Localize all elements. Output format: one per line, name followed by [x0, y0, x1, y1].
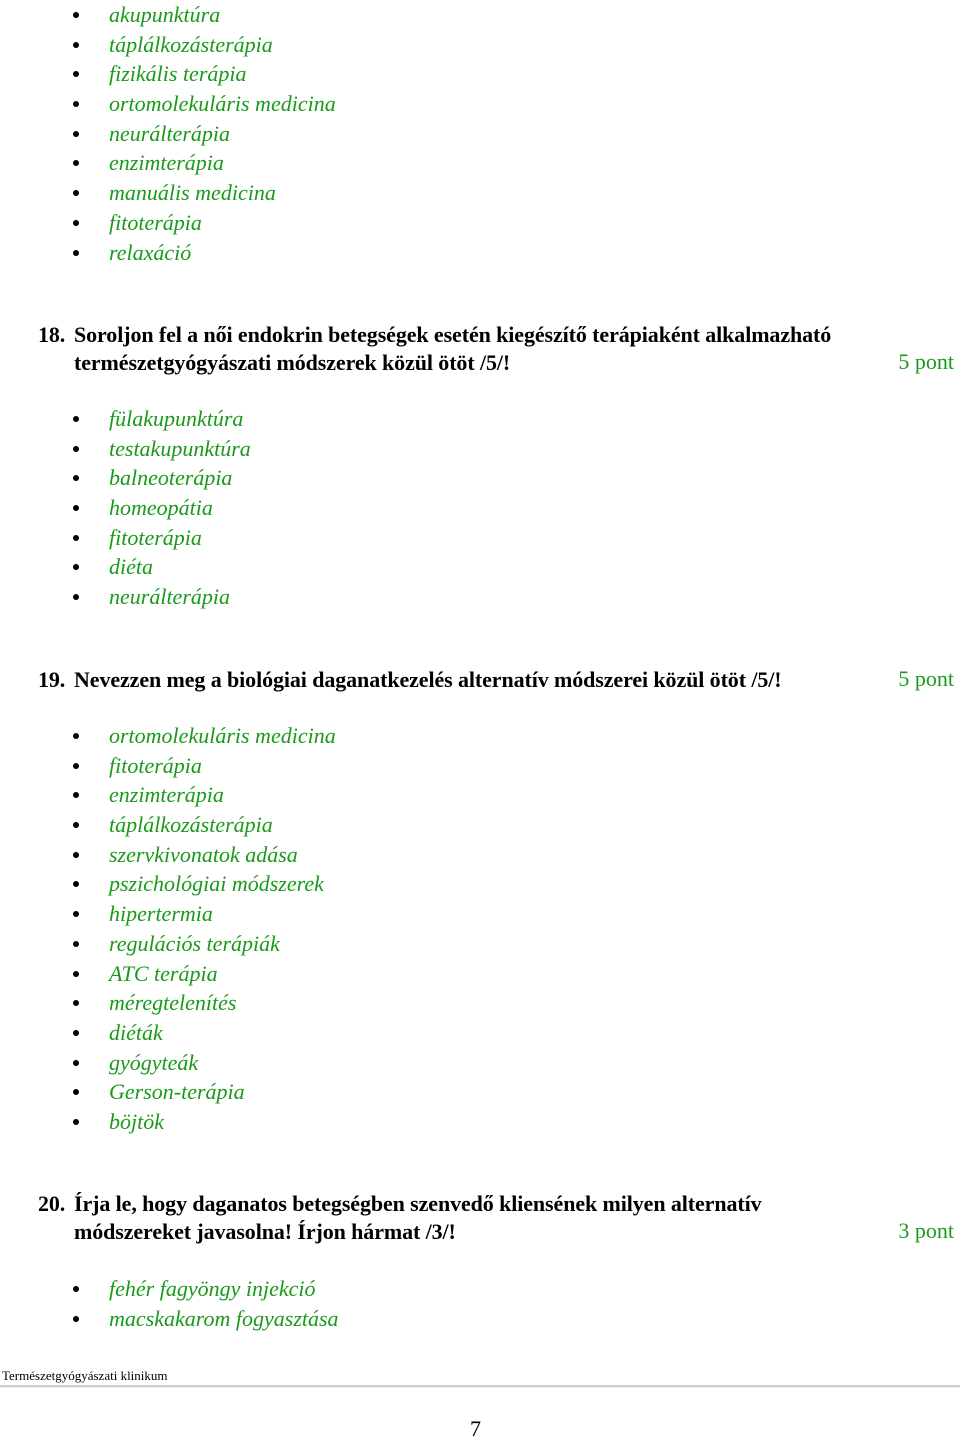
question-text-line-2: természetgyógyászati módszerek közül ötöt /5/!	[74, 350, 511, 375]
list-item-text: fitoterápia	[109, 752, 202, 778]
footer-divider	[0, 1385, 960, 1388]
list-item	[0, 1274, 339, 1304]
list-item-text: böjtök	[109, 1108, 164, 1134]
list-item-text: fitoterápia	[109, 209, 202, 235]
list-item	[0, 0, 336, 30]
list-item-text: méregtelenítés	[109, 990, 237, 1016]
list-item	[0, 1077, 336, 1107]
answer-list-18	[0, 404, 251, 612]
list-item	[0, 840, 336, 870]
bullet-icon	[73, 446, 79, 452]
bullet-icon	[73, 220, 79, 226]
question-18	[38, 321, 954, 377]
question-20	[38, 1190, 954, 1246]
list-item-text: pszichológiai módszerek	[109, 871, 324, 897]
bullet-icon	[73, 505, 79, 511]
list-item	[0, 1304, 339, 1334]
list-item-text: Gerson-terápia	[109, 1079, 245, 1105]
bullet-icon	[73, 792, 79, 798]
list-item-text: fitoterápia	[109, 524, 202, 550]
bullet-icon	[73, 131, 79, 137]
list-item	[0, 869, 336, 899]
bullet-icon	[73, 250, 79, 256]
bullet-icon	[73, 941, 79, 947]
list-item-text: diéták	[109, 1019, 163, 1045]
list-item	[0, 552, 251, 582]
bullet-icon	[73, 564, 79, 570]
list-item	[0, 780, 336, 810]
list-item	[0, 30, 336, 60]
list-item-text: ATC terápia	[109, 960, 218, 986]
list-item	[0, 1048, 336, 1078]
bullet-icon	[73, 594, 79, 600]
list-item	[0, 89, 336, 119]
list-item	[0, 721, 336, 751]
list-item-text: fizikális terápia	[109, 61, 247, 87]
page-number: 7	[470, 1416, 481, 1441]
bullet-icon	[73, 1119, 79, 1125]
question-number: 20.	[38, 1191, 66, 1216]
answer-list-continued	[0, 0, 336, 267]
list-item	[0, 929, 336, 959]
bullet-icon	[73, 971, 79, 977]
list-item-text: hipertermia	[109, 901, 213, 927]
list-item-text: fülakupunktúra	[109, 406, 244, 431]
list-item	[0, 959, 336, 989]
bullet-icon	[73, 1000, 79, 1006]
bullet-icon	[73, 190, 79, 196]
question-text-line-1: Soroljon fel a női endokrin betegségek esetén kiegészítő terápiaként alkalmazható	[74, 322, 832, 347]
list-item-text: fehér fagyöngy injekció	[109, 1276, 316, 1301]
question-number: 19.	[38, 667, 66, 692]
list-item-text: enzimterápia	[109, 150, 224, 176]
list-item	[0, 434, 251, 464]
list-item-text: akupunktúra	[109, 2, 221, 27]
list-item-text: ortomolekuláris medicina	[109, 91, 336, 117]
bullet-icon	[73, 1030, 79, 1036]
bullet-icon	[73, 1060, 79, 1066]
list-item-text: szervkivonatok adása	[109, 841, 298, 867]
list-item-text: táplálkozásterápia	[109, 812, 273, 838]
points-label: 5 pont	[898, 666, 954, 691]
question-number: 18.	[38, 322, 66, 347]
list-item-text: gyógyteák	[109, 1049, 199, 1075]
list-item-text: relaxáció	[109, 239, 192, 265]
bullet-icon	[73, 416, 79, 422]
list-item-text: táplálkozásterápia	[109, 31, 273, 57]
list-item	[0, 751, 336, 781]
list-item-text: regulációs terápiák	[109, 930, 280, 956]
question-19	[38, 666, 954, 694]
bullet-icon	[73, 911, 79, 917]
bullet-icon	[73, 12, 79, 18]
list-item-text: ortomolekuláris medicina	[109, 723, 336, 748]
list-item-text: neurálterápia	[109, 584, 230, 610]
bullet-icon	[73, 1286, 79, 1292]
list-item	[0, 119, 336, 149]
list-item	[0, 59, 336, 89]
bullet-icon	[73, 101, 79, 107]
question-text-line-1: Írja le, hogy daganatos betegségben szenvedő kliensének milyen alternatív	[74, 1191, 762, 1216]
bullet-icon	[73, 763, 79, 769]
question-text-line-2: módszereket javasolna! Írjon hármat /3/!	[74, 1219, 456, 1244]
list-item	[0, 582, 251, 612]
list-item	[0, 208, 336, 238]
answer-list-19	[0, 721, 336, 1137]
footer-title: Természetgyógyászati klinikum	[2, 1368, 168, 1383]
list-item	[0, 988, 336, 1018]
list-item-text: macskakarom fogyasztása	[109, 1305, 339, 1331]
points-label: 5 pont	[898, 349, 954, 374]
bullet-icon	[73, 160, 79, 166]
list-item	[0, 810, 336, 840]
list-item	[0, 148, 336, 178]
bullet-icon	[73, 535, 79, 541]
bullet-icon	[73, 1089, 79, 1095]
bullet-icon	[73, 42, 79, 48]
bullet-icon	[73, 733, 79, 739]
list-item	[0, 238, 336, 268]
list-item	[0, 1107, 336, 1137]
list-item-text: neurálterápia	[109, 120, 230, 146]
list-item-text: homeopátia	[109, 495, 213, 521]
question-text-line-1: Nevezzen meg a biológiai daganatkezelés alternatív módszerei közül ötöt /5/!	[74, 667, 782, 692]
list-item-text: manuális medicina	[109, 180, 276, 206]
answer-list-20	[0, 1274, 339, 1333]
list-item	[0, 523, 251, 553]
list-item	[0, 1018, 336, 1048]
bullet-icon	[73, 1316, 79, 1322]
bullet-icon	[73, 881, 79, 887]
list-item-text: diéta	[109, 554, 153, 580]
list-item	[0, 493, 251, 523]
list-item	[0, 463, 251, 493]
list-item	[0, 178, 336, 208]
bullet-icon	[73, 475, 79, 481]
bullet-icon	[73, 71, 79, 77]
list-item-text: testakupunktúra	[109, 435, 251, 461]
bullet-icon	[73, 822, 79, 828]
list-item-text: enzimterápia	[109, 782, 224, 808]
list-item	[0, 899, 336, 929]
points-label: 3 pont	[898, 1218, 954, 1243]
list-item	[0, 404, 251, 434]
bullet-icon	[73, 852, 79, 858]
list-item-text: balneoterápia	[109, 465, 233, 491]
